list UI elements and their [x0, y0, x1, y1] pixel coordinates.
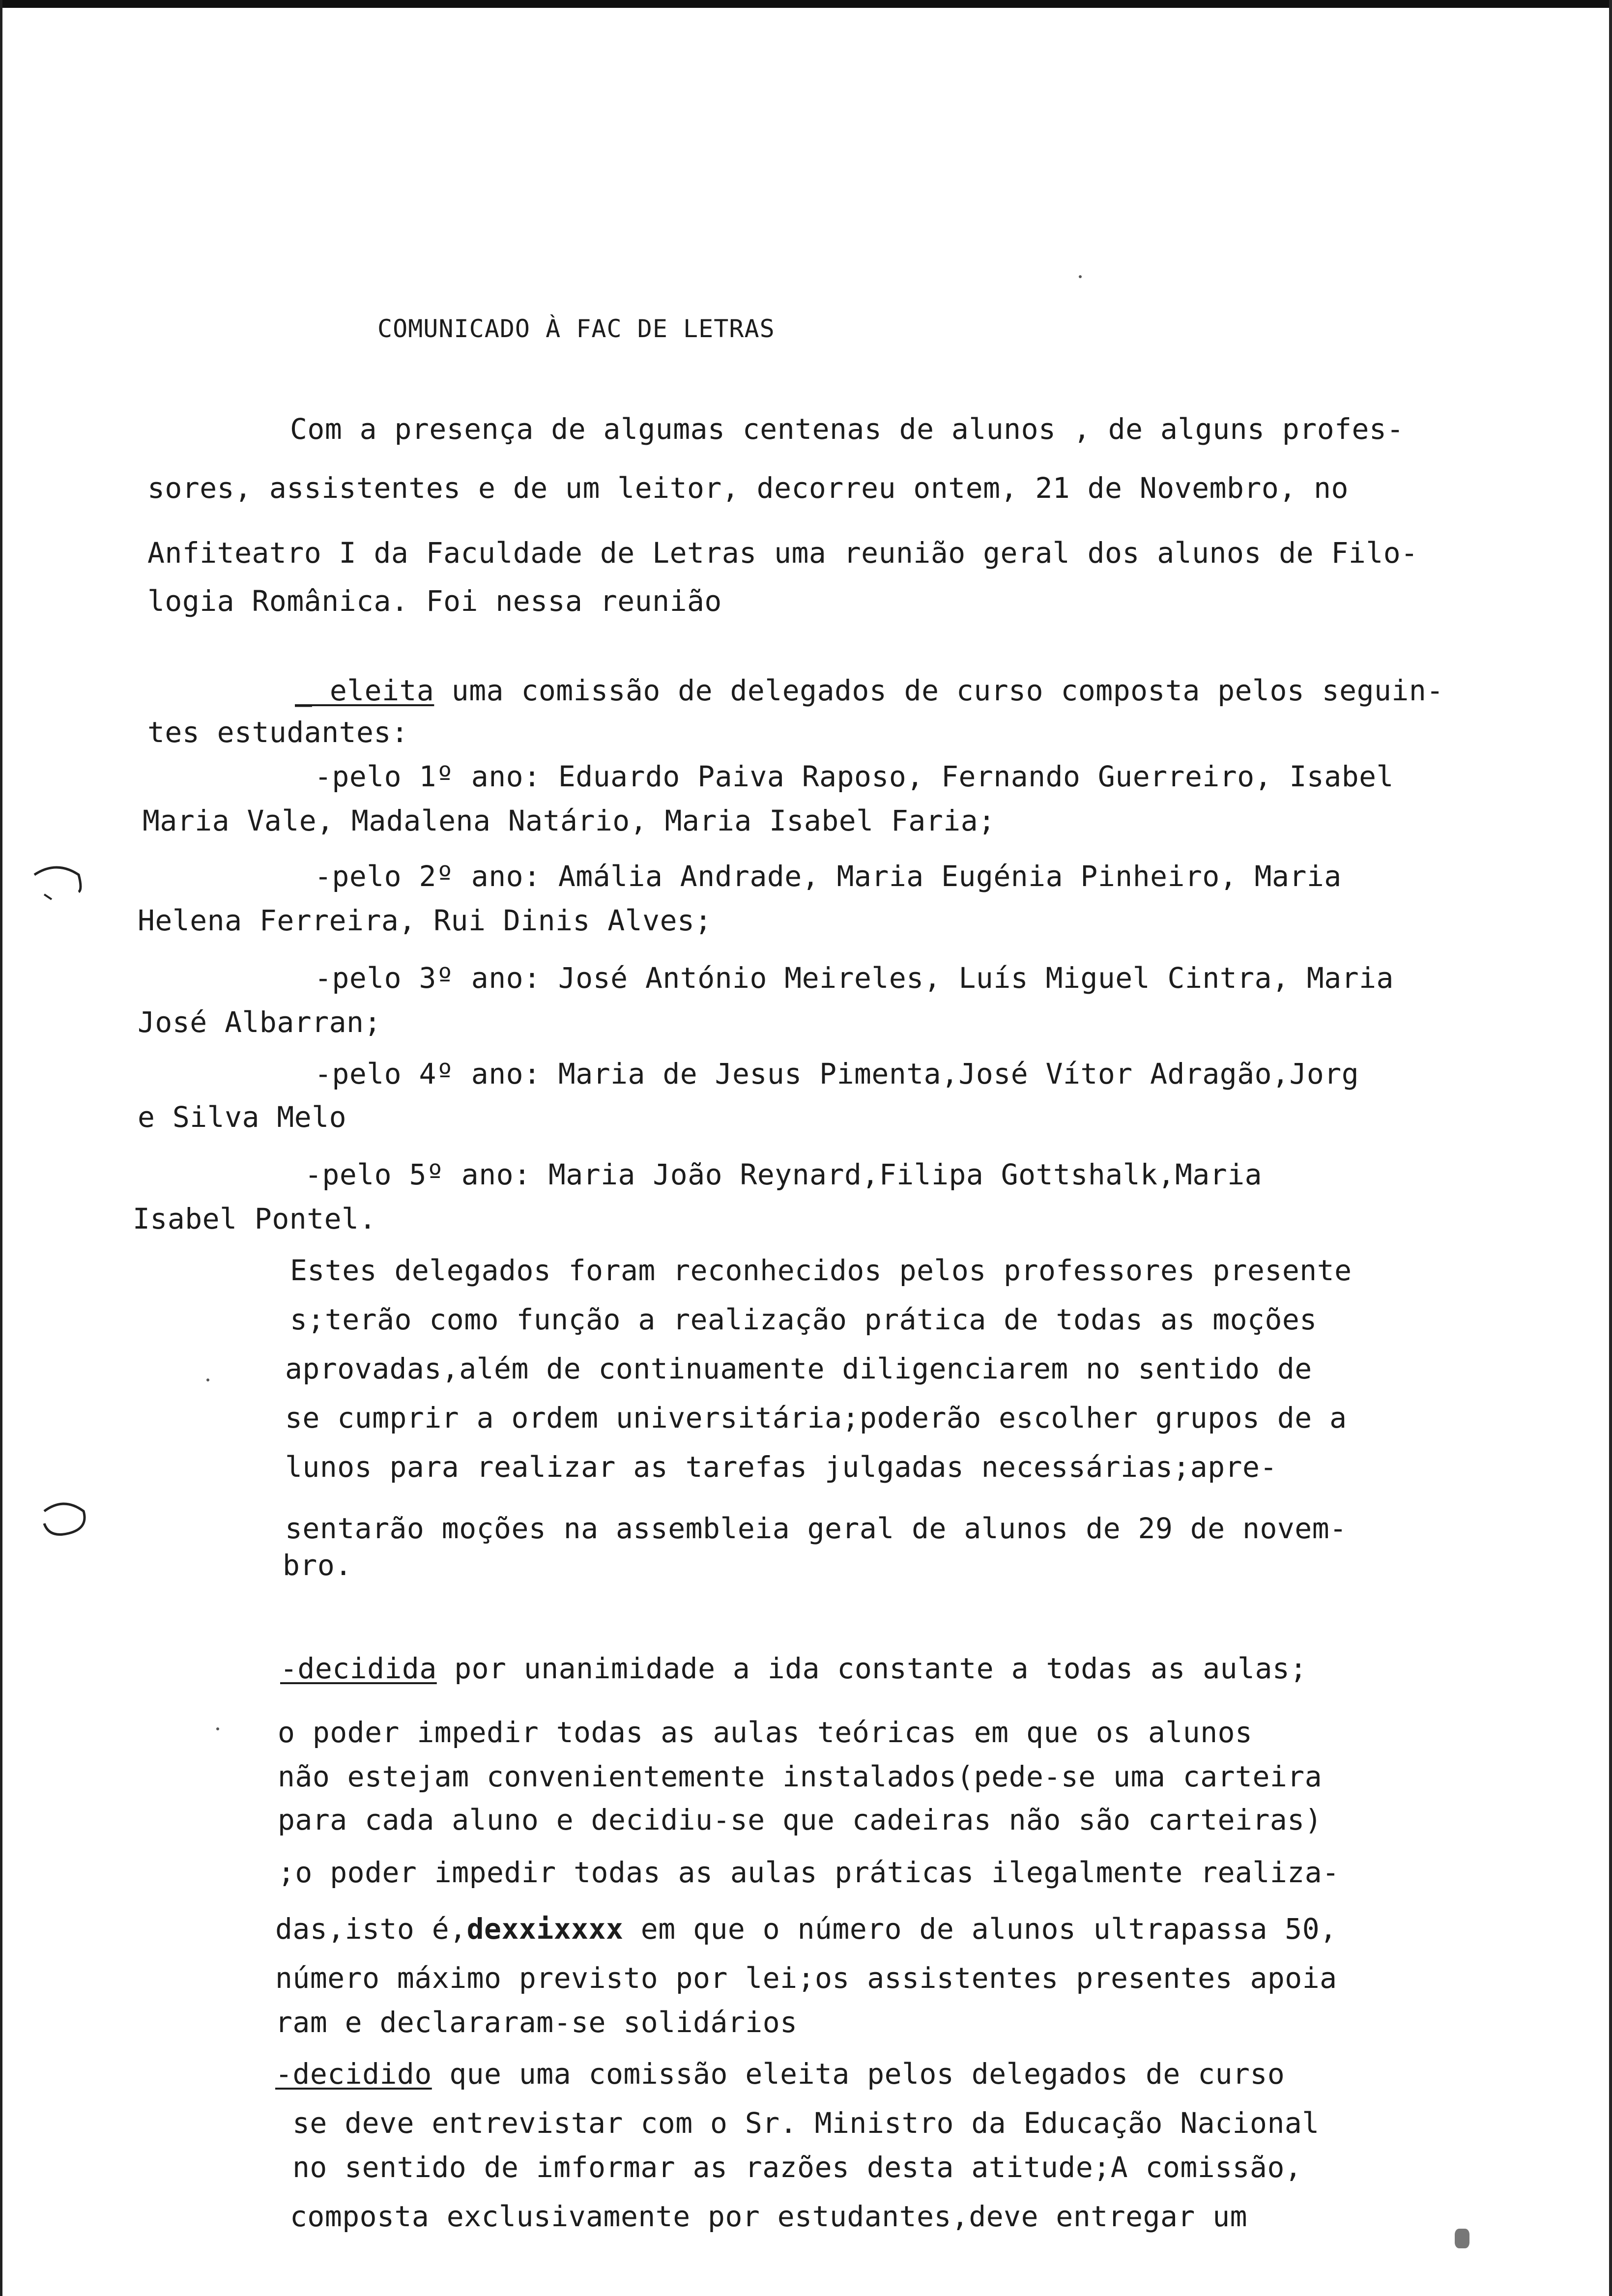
year-list-line: José Albarran; — [138, 1005, 381, 1039]
body-line-start: das,isto é, — [275, 1912, 467, 1946]
year-list-line: -pelo 1º ano: Eduardo Paiva Raposo, Fernando Guerreiro, Isabel — [315, 760, 1394, 793]
decidido-paragraph-start — [275, 2057, 1285, 2091]
body-line: número máximo previsto por lei;os assistentes presentes apoia — [275, 1961, 1337, 1995]
body-line-continuation: por unanimidade a ida constante a todas as aulas; — [436, 1652, 1307, 1685]
scan-speck — [216, 1727, 219, 1730]
page-right-edge — [1609, 0, 1612, 2296]
scan-smudge — [1455, 2229, 1469, 2248]
decidida-paragraph-start — [280, 1651, 1307, 1686]
eleita-paragraph-start — [295, 673, 1444, 708]
body-line: se deve entrevistar com o Sr. Ministro da Educação Nacional — [292, 2106, 1320, 2140]
body-line: ram e declararam-se solidários — [275, 2006, 798, 2039]
body-line: tes estudantes: — [147, 716, 409, 749]
body-line-continuation: uma comissão de delegados de curso composta pelos seguin- — [434, 674, 1444, 707]
body-line: se cumprir a ordem universitária;poderão escolher grupos de a — [285, 1401, 1347, 1435]
body-line: Estes delegados foram reconhecidos pelos professores presente — [290, 1254, 1352, 1287]
underlined-keyword: -decidido — [275, 2057, 432, 2091]
body-line: s;terão como função a realização prática de todas as moções — [290, 1303, 1317, 1336]
year-list-line: -pelo 4º ano: Maria de Jesus Pimenta,José Vítor Adragão,Jorg — [315, 1057, 1359, 1091]
scan-speck — [206, 1378, 209, 1381]
year-list-line: -pelo 3º ano: José António Meireles, Luís Miguel Cintra, Maria — [315, 961, 1394, 995]
struck-line — [275, 1912, 1337, 1946]
page-left-edge — [0, 0, 2, 2296]
body-line: lunos para realizar as tarefas julgadas necessárias;apre- — [285, 1450, 1277, 1484]
underlined-keyword: _ eleita — [295, 674, 434, 707]
year-list-line: Maria Vale, Madalena Natário, Maria Isabel Faria; — [143, 804, 996, 837]
year-list-line: -pelo 2º ano: Amália Andrade, Maria Eugénia Pinheiro, Maria — [315, 860, 1342, 893]
body-line: logia Românica. Foi nessa reunião — [147, 584, 722, 618]
scan-speck — [1079, 275, 1082, 278]
body-line: para cada aluno e decidiu-se que cadeiras não são carteiras) — [278, 1803, 1323, 1837]
typed-over-text: dexxixxxx — [466, 1912, 624, 1946]
body-line-continuation: que uma comissão eleita pelos delegados de curso — [432, 2057, 1285, 2091]
page-top-edge — [0, 0, 1612, 8]
document-title: COMUNICADO À FAC DE LETRAS — [377, 315, 775, 343]
body-line: Anfiteatro I da Faculdade de Letras uma reunião geral dos alunos de Filo- — [147, 536, 1418, 570]
year-list-line: e Silva Melo — [138, 1100, 347, 1134]
body-line: composta exclusivamente por estudantes,deve entregar um — [290, 2200, 1248, 2233]
body-line: bro. — [283, 1549, 352, 1582]
body-line: sores, assistentes e de um leitor, decorreu ontem, 21 de Novembro, no — [147, 471, 1349, 505]
year-list-line: -pelo 5º ano: Maria João Reynard,Filipa Gottshalk,Maria — [305, 1158, 1263, 1191]
body-line: o poder impedir todas as aulas teóricas em que os alunos — [278, 1716, 1253, 1749]
year-list-line: Isabel Pontel. — [133, 1202, 376, 1235]
hole-punch-mark-bottom — [34, 1494, 88, 1543]
body-line: no sentido de imformar as razões desta atitude;A comissão, — [292, 2151, 1302, 2184]
body-line: ;o poder impedir todas as aulas práticas ilegalmente realiza- — [278, 1856, 1340, 1889]
year-list-line: Helena Ferreira, Rui Dinis Alves; — [138, 904, 712, 937]
body-line: Com a presença de algumas centenas de alunos , de alguns profes- — [290, 412, 1404, 446]
body-line: aprovadas,além de continuamente diligenciarem no sentido de — [285, 1352, 1312, 1385]
body-line: sentarão moções na assembleia geral de alunos de 29 de novem- — [285, 1512, 1347, 1545]
underlined-keyword: -decidida — [280, 1652, 437, 1685]
body-line-continuation: em que o número de alunos ultrapassa 50, — [623, 1912, 1337, 1946]
hole-punch-mark-top — [29, 855, 84, 904]
body-line: não estejam convenientemente instalados(pede-se uma carteira — [278, 1760, 1323, 1793]
